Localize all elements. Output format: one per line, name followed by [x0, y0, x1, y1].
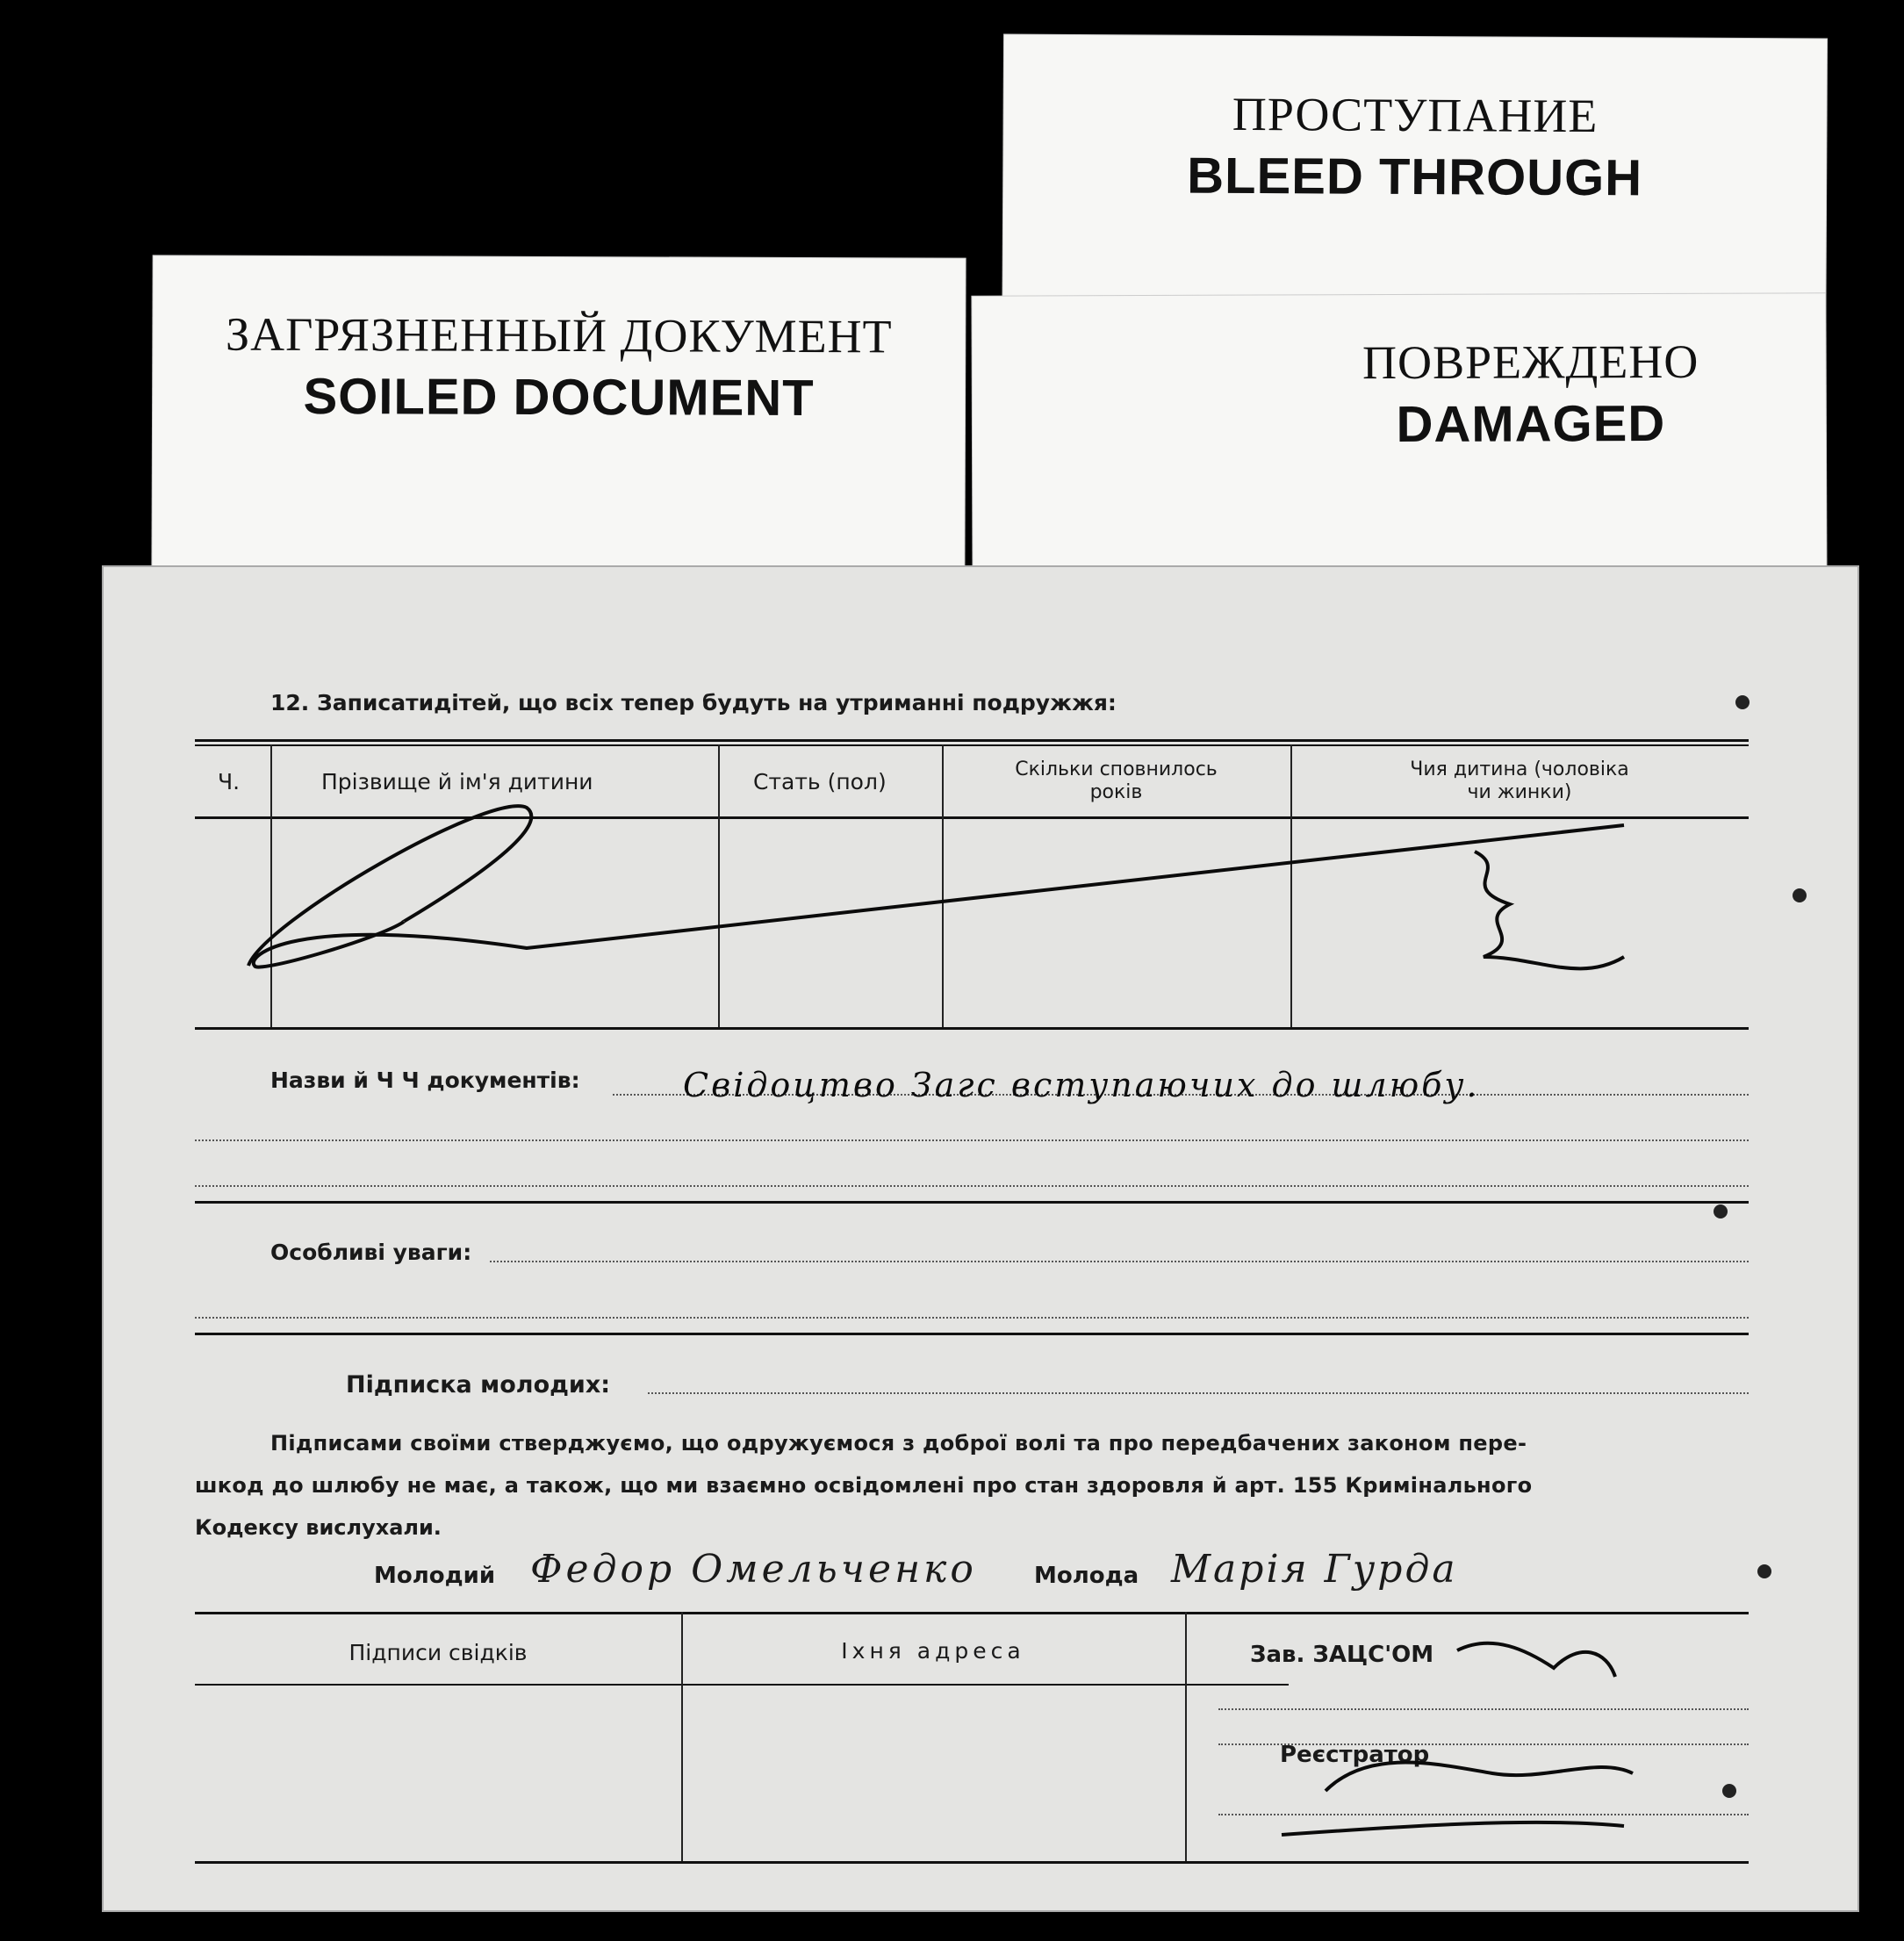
- col-header-age-2: років: [1089, 781, 1143, 803]
- col-header-name: Прізвище й ім'я дитини: [321, 769, 593, 794]
- witness-divider-2: [1185, 1612, 1187, 1861]
- registrar-label: Реєстратор: [1280, 1742, 1430, 1768]
- table-top-rule: [195, 739, 1749, 742]
- col-header-whose-2: чи жинки): [1467, 781, 1572, 803]
- head-label: Зав. ЗАЦС'ОМ: [1250, 1642, 1434, 1668]
- groom-signature: Федор Омельченко: [530, 1547, 977, 1592]
- registrar-dotted: [1218, 1814, 1749, 1815]
- col-header-sex: Стать (пол): [753, 769, 887, 794]
- col-divider-1: [270, 744, 272, 1027]
- groom-label: Молодий: [374, 1563, 496, 1589]
- remarks-dotted-1: [490, 1261, 1749, 1262]
- bride-signature: Марія Гурда: [1171, 1547, 1458, 1592]
- col-header-num: Ч.: [218, 769, 241, 794]
- damaged-card: [972, 293, 1826, 594]
- witness-bottom-rule: [195, 1861, 1749, 1864]
- soiled-en-label: SOILED DOCUMENT: [303, 367, 815, 428]
- remarks-label: Особливі уваги:: [270, 1240, 472, 1265]
- declaration-line-2: шкод до шлюбу не має, а також, що ми взаємно освідомлені про стан здоровля й арт. 155 Кримінального: [195, 1473, 1533, 1498]
- table-bottom-rule: [195, 1027, 1749, 1030]
- bleed-through-en-label: BLEED THROUGH: [1187, 147, 1643, 207]
- documents-handwritten-value: Свідоцтво Загс вступаючих до шлюбу.: [683, 1066, 1480, 1104]
- remarks-dotted-2: [195, 1317, 1749, 1319]
- signatures-dotted: [648, 1392, 1749, 1394]
- bride-label: Молода: [1034, 1563, 1139, 1589]
- witness-top-rule: [195, 1612, 1749, 1614]
- marriage-record-form: [104, 567, 1857, 1910]
- damaged-en-label: DAMAGED: [1396, 394, 1666, 454]
- section-12-title: 12. Записатидітей, що всіх тепер будуть на утриманні подружжя:: [270, 690, 1117, 715]
- soiled-ru-label: ЗАГРЯЗНЕННЫЙ ДОКУМЕНТ: [225, 307, 893, 363]
- address-header: Іхня адреса: [841, 1638, 1025, 1664]
- head-dotted-1: [1218, 1708, 1749, 1710]
- documents-dotted-3: [195, 1185, 1749, 1187]
- documents-bottom-rule: [195, 1201, 1749, 1204]
- damaged-ru-label: ПОВРЕЖДЕНО: [1362, 334, 1699, 390]
- witness-header: Підписи свідків: [348, 1640, 528, 1665]
- documents-dotted-2: [195, 1139, 1749, 1141]
- remarks-bottom-rule: [195, 1333, 1749, 1335]
- col-header-age-1: Скільки сповнилось: [1015, 758, 1218, 780]
- table-top-rule-2: [195, 744, 1749, 746]
- declaration-line-3: Кодексу вислухали.: [195, 1515, 442, 1540]
- documents-label: Назви й Ч Ч документів:: [270, 1068, 580, 1093]
- signatures-title: Підписка молодих:: [346, 1371, 611, 1398]
- declaration-line-1: Підписами своїми стверджуємо, що одружуємося з доброї волі та про передбачених законом пере-: [270, 1431, 1527, 1456]
- witness-header-rule: [195, 1684, 1289, 1686]
- col-header-whose-1: Чия дитина (чоловіка: [1410, 758, 1629, 780]
- soiled-document-card: [152, 255, 965, 592]
- col-divider-2: [718, 744, 720, 1027]
- bleed-through-ru-label: ПРОСТУПАНИЕ: [1232, 87, 1599, 143]
- table-header-rule: [195, 816, 1749, 819]
